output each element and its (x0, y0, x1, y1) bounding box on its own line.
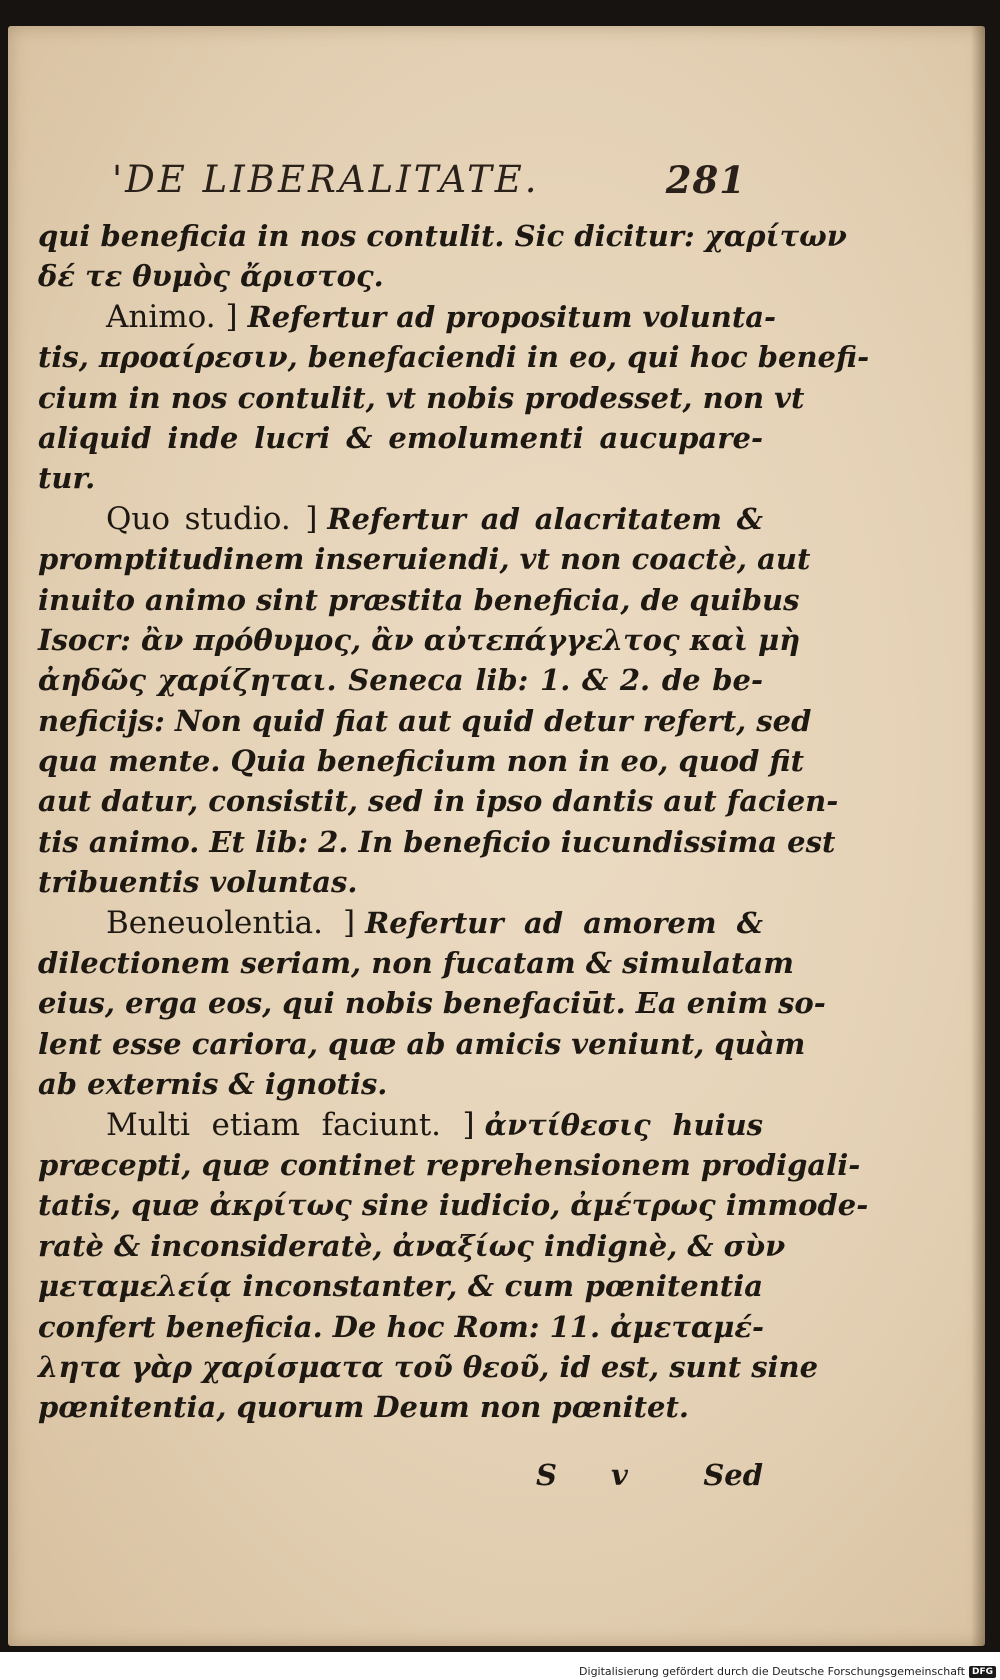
line-text: dilectionem seriam, non fucatam & simulatam (38, 946, 794, 981)
catchword: Sed (703, 1458, 763, 1492)
text-line (38, 580, 800, 620)
line-text: inuito animo sint præstita beneficia, de quibus (38, 582, 800, 617)
line-text: ab externis & ignotis. (38, 1067, 388, 1102)
text-line (38, 1347, 819, 1387)
line-text: aut datur, consistit, sed in ipso dantis aut facien- (38, 784, 839, 819)
line-text: præcepti, quæ continet reprehensionem prodigali- (38, 1147, 861, 1182)
line-text: tis, προαίρεσιν, benefaciendi in eo, qui hoc benefi- (38, 340, 870, 375)
text-line (38, 378, 805, 418)
text-line (38, 1105, 763, 1145)
line-text: confert beneficia. De hoc Rom: 11. ἀμεταμέ- (38, 1309, 765, 1344)
line-text: Refertur ad amorem & (365, 905, 763, 940)
text-line (38, 1266, 763, 1306)
text-line (38, 903, 763, 943)
text-line (38, 660, 763, 700)
text-line (38, 781, 839, 821)
text-line (38, 1064, 763, 1104)
text-line (38, 256, 763, 296)
text-line (38, 216, 847, 256)
line-text: tur. (38, 461, 96, 496)
text-line (38, 1024, 806, 1064)
text-line (38, 1307, 763, 1347)
dfg-logo-icon: DFG (969, 1666, 996, 1678)
line-text: ratè & inconsideratè, ἀναξίως indignè, & σὺν (38, 1228, 786, 1263)
text-line (38, 1387, 763, 1427)
line-text: cium in nos contulit, vt nobis prodesset, non vt (38, 380, 805, 415)
line-text: eius, erga eos, qui nobis benefaciūt. Ea enim so- (38, 986, 826, 1021)
page-number: 281 (665, 158, 746, 202)
text-line (38, 337, 870, 377)
line-text: aliquid inde lucri & emolumenti aucupare- (38, 420, 763, 455)
text-line (38, 620, 801, 660)
line-text: ἀντίθεσις huius (484, 1107, 763, 1142)
text-line (38, 741, 804, 781)
line-text: ἀηδῶς χαρίζηται. Seneca lib: 1. & 2. de be- (38, 663, 763, 698)
digitization-credit (579, 1665, 996, 1678)
text-line (38, 458, 763, 498)
line-text: Refertur ad alacritatem & (327, 501, 763, 536)
text-line (38, 1226, 786, 1266)
text-line (38, 297, 777, 337)
body-text (38, 216, 870, 1428)
lemma: Multi etiam faciunt. ] (106, 1106, 475, 1143)
line-text: λητα γὰρ χαρίσματα τοῦ θεοῦ, id est, sunt sine (38, 1349, 819, 1384)
line-text: lent esse cariora, quæ ab amicis veniunt, quàm (38, 1026, 806, 1061)
line-text: promptitudinem inseruiendi, vt non coactè, aut (38, 542, 811, 577)
text-line (38, 499, 763, 539)
text-line (38, 862, 763, 902)
credit-text: Digitalisierung gefördert durch die Deutsche Forschungsgemeinschaft (579, 1665, 965, 1678)
text-line (38, 943, 794, 983)
lemma: Animo. ] (106, 298, 238, 335)
line-text: tribuentis voluntas. (38, 865, 358, 900)
book-page (8, 26, 985, 1646)
line-text: δέ τε θυμὸς ἄριστος. (38, 259, 384, 294)
text-line (38, 1145, 861, 1185)
line-text: pœnitentia, quorum Deum non pœnitet. (38, 1390, 689, 1425)
line-text: tis animo. Et lib: 2. In beneficio iucundissima est (38, 824, 836, 859)
text-line (38, 822, 836, 862)
line-text: qui beneficia in nos contulit. Sic dicitur: χαρίτων (38, 219, 847, 253)
line-text: Isocr: ἂν πρόθυμος, ἂν αὐτεπάγγελτος καὶ μὴ (38, 622, 801, 657)
line-text: tatis, quæ ἀκρίτως sine iudicio, ἀμέτρως immode- (38, 1188, 869, 1223)
signature-mark: S v (536, 1458, 650, 1492)
text-line (38, 1185, 869, 1225)
text-line (38, 701, 812, 741)
line-text: μεταμελείᾳ inconstanter, & cum pœnitentia (38, 1269, 763, 1304)
lemma: Beneuolentia. ] (106, 904, 356, 941)
text-line (38, 418, 763, 458)
text-line (38, 539, 811, 579)
lemma: Quo studio. ] (106, 500, 318, 537)
line-text: qua mente. Quia beneficium non in eo, quod fit (38, 744, 804, 779)
running-head: 'DE LIBERALITATE. (112, 158, 540, 201)
line-text: neficijs: Non quid fiat aut quid detur refert, sed (38, 703, 812, 738)
line-text: Refertur ad propositum volunta- (247, 299, 777, 334)
text-line (38, 983, 826, 1023)
